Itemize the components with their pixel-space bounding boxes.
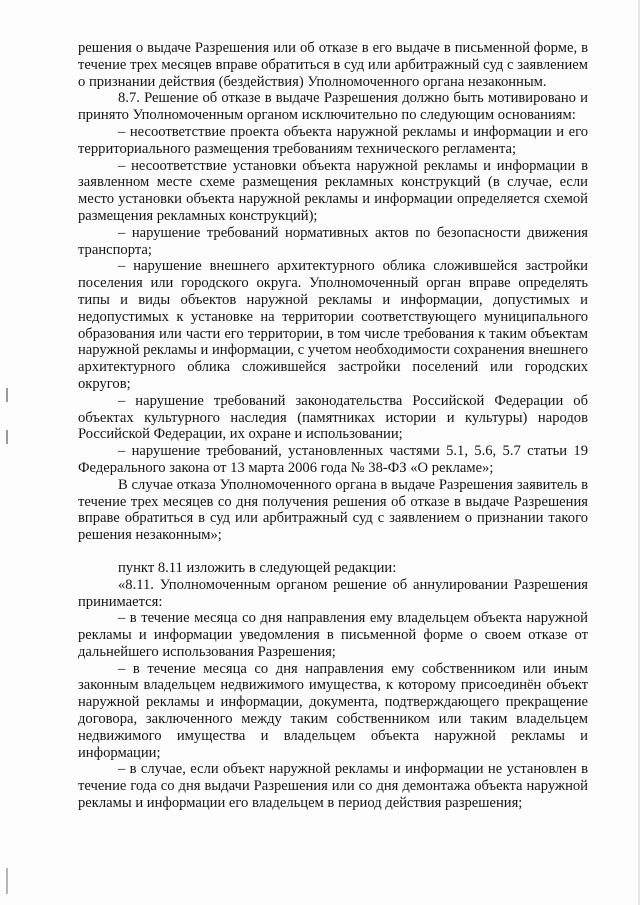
- paragraph-8-7: 8.7. Решение об отказе в выдаче Разрешения должно быть мотивировано и принято Уполномоченным органом исключительно по следующим основаниям:: [78, 90, 588, 124]
- scan-artifact: [6, 868, 8, 894]
- list-item-not-installed: – в случае, если объект наружной рекламы и информации не установлен в течение года со дня выдачи Разрешения или со дня демонтажа объекта наружной рекламы и информации его владельцем в период действия разрешения;: [78, 761, 588, 812]
- list-item-owner-notice: – в течение месяца со дня направления ему владельцем объекта наружной рекламы и информации уведомления в письменной форме о своем отказе от дальнейшего использования Разрешения;: [78, 610, 588, 660]
- list-item-placement-scheme: – несоответствие установки объекта наружной рекламы и информации в заявленном месте схеме размещения рекламных конструкций (в случае, если место установки объекта наружной рекламы и информации определяется схемой размещения рекламных конструкций);: [78, 157, 588, 224]
- list-item-cultural-heritage: – нарушение требований законодательства Российской Федерации об объектах культурного наследия (памятниках истории и культуры) народов Российской Федерации, их охране и использовании;: [78, 392, 588, 443]
- list-item-technical-regulation: – несоответствие проекта объекта наружной рекламы и информации и его территориального размещения требованиям технического регламента;: [78, 123, 588, 157]
- scan-artifact: [6, 430, 8, 444]
- paragraph-continuation: решения о выдаче Разрешения или об отказе в его выдаче в письменной форме, в течение трех месяцев вправе обратиться в суд или арбитражный суд с заявлением о признании действия (бездействия) Уполномоченного органа незаконным.: [78, 40, 588, 90]
- list-item-property-owner: – в течение месяца со дня направления ему собственником или иным законным владельцем недвижимого имущества, к которому присоединён объект наружной рекламы и информации, документа, подтверждающего прекращение договора, заключенного между таким собственником или таким владельцем недвижимого имущества и владельцем объекта наружной рекламы и информации;: [78, 660, 588, 761]
- list-item-advertising-law: – нарушение требований, установленных частями 5.1, 5.6, 5.7 статьи 19 Федерального закона от 13 марта 2006 года № 38-ФЗ «О рекламе»;: [78, 443, 588, 476]
- document-body: [78, 40, 588, 812]
- scan-artifact: [6, 388, 8, 402]
- paragraph-8-11-intro: пункт 8.11 изложить в следующей редакции:: [118, 559, 397, 576]
- list-item-traffic-safety: – нарушение требований нормативных актов по безопасности движения транспорта;: [78, 224, 588, 258]
- list-item-architectural-appearance: – нарушение внешнего архитектурного облика сложившейся застройки поселения или городского округа. Уполномоченный орган вправе определять типы и виды объектов наружной рекламы и информации, допустимых и недопустимых к установке на территории соответствующего муниципального образования или части его территории, в том числе требования к таким объектам наружной рекламы и информации, с учетом необходимости сохранения внешнего архитектурного облика сложившейся застройки поселений или городских округов;: [78, 258, 588, 392]
- paragraph-refusal-appeal: В случае отказа Уполномоченного органа в выдаче Разрешения заявитель в течение трех месяцев со дня получения решения об отказе в выдаче Разрешения вправе обратиться в суд или арбитражный суд с заявлением о признании такого решения незаконным»;: [78, 476, 588, 544]
- paragraph-8-11: «8.11. Уполномоченным органом решение об аннулировании Разрешения принимается:: [78, 576, 588, 610]
